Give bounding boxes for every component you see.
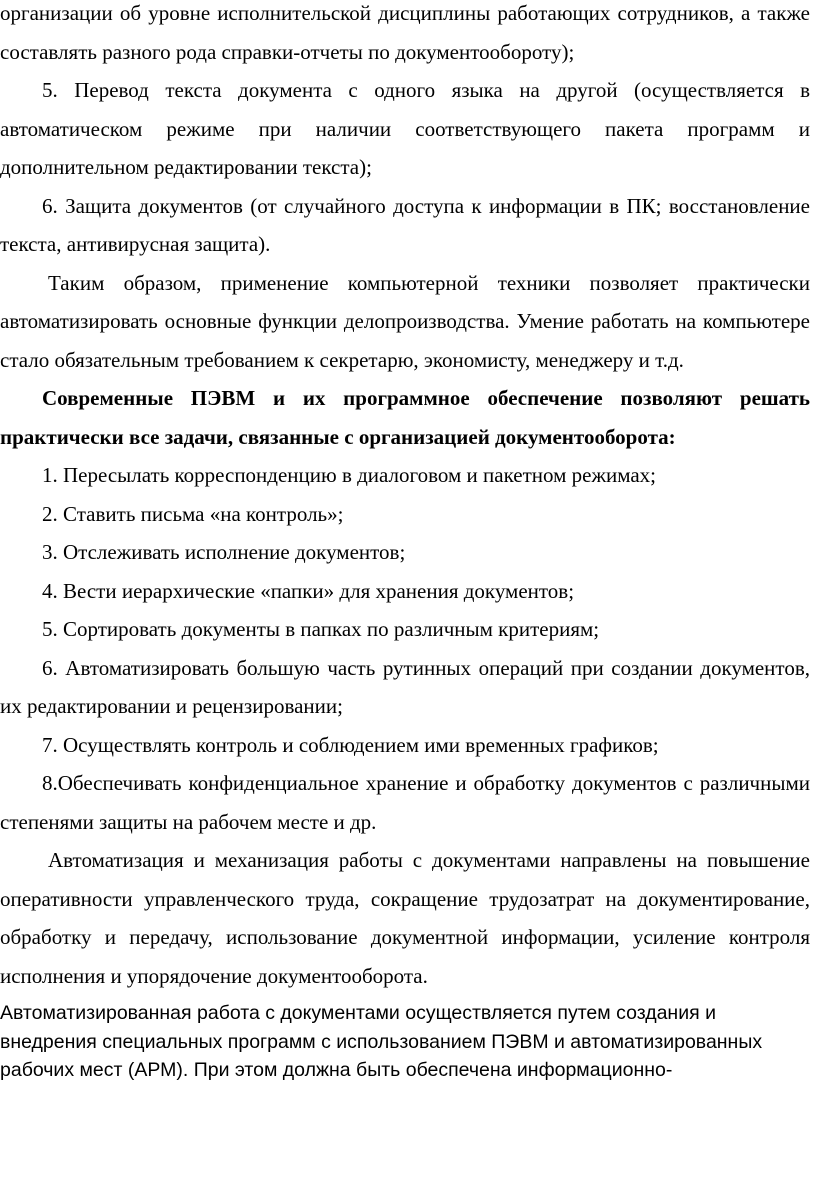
paragraph-item-5: 5. Перевод текста документа с одного языка на другой (осуществляется в автоматическом режиме при наличии соответствующего пакета программ и дополнительном редактировании текста); [0, 78, 810, 179]
paragraph-continuation: организации об уровне исполнительской дисциплины работающих сотрудников, а также составлять разного рода справки-отчеты по документообороту); [0, 1, 810, 64]
list-item-8: 8.Обеспечивать конфиденциальное хранение и обработку документов с различными степенями защиты на рабочем месте и др. [0, 771, 810, 834]
list-item-1: 1. Пересылать корреспонденцию в диалоговом и пакетном режимах; [42, 463, 657, 487]
section-heading: Современные ПЭВМ и их программное обеспечение позволяют решать практически все задачи, связанные с организацией документооборота: [0, 386, 810, 449]
list-item-5: 5. Сортировать документы в папках по различным критериям; [42, 617, 600, 641]
paragraph-arm: Автоматизированная работа с документами осуществляется путем создания и внедрения специальных программ с использованием ПЭВМ и автоматизированных рабочих мест (АРМ). При этом должна быть обеспечена информационно- [0, 1002, 763, 1081]
list-item-2: 2. Ставить письма «на контроль»; [42, 501, 344, 526]
list-item-7: 7. Осуществлять контроль и соблюдением ими временных графиков; [42, 732, 659, 757]
list-item-6: 6. Автоматизировать большую часть рутинных операций при создании документов, их редактировании и рецензировании; [0, 655, 810, 718]
paragraph-item-6: 6. Защита документов (от случайного доступа к информации в ПК; восстановление текста, антивирусная защита). [0, 193, 810, 256]
list-item-3: 3. Отслеживать исполнение документов; [42, 540, 406, 564]
paragraph-summary: Таким образом, применение компьютерной техники позволяет практически автоматизировать основные функции делопроизводства. Умение работать на компьютере стало обязательным требованием к секретарю, экономисту, менеджеру и т.д. [0, 270, 810, 372]
list-item-4: 4. Вести иерархические «папки» для хранения документов; [42, 578, 575, 603]
paragraph-automation: Автоматизация и механизация работы с документами направлены на повышение оперативности управленческого труда, сокращение трудозатрат на документирование, обработку и передачу, использование документной информации, усиление контроля исполнения и упорядочение документооборота. [0, 848, 810, 988]
